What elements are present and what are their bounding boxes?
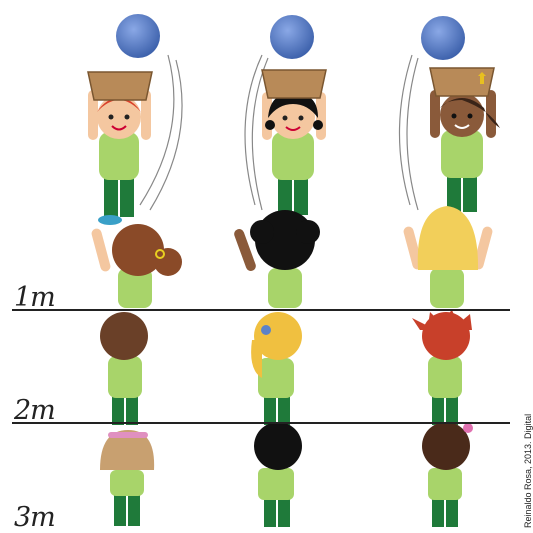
ball — [116, 14, 160, 58]
credit-text: Reinaldo Rosa, 2013. Digital — [523, 413, 533, 528]
child-back-standing — [412, 310, 472, 425]
child-back-catcher — [233, 210, 320, 308]
child-box-carrier — [430, 68, 500, 212]
child-back-standing — [422, 422, 473, 527]
child-box-carrier — [262, 70, 326, 215]
child-back-standing — [100, 312, 148, 425]
distance-label-3m: 3m — [14, 502, 55, 533]
distance-label-2m: 2m — [14, 395, 55, 426]
child-back-catcher — [402, 206, 493, 308]
child-back-standing — [254, 422, 302, 527]
distance-label-1m: 1m — [14, 282, 55, 313]
credit-container — [512, 388, 533, 528]
child-back-standing — [100, 430, 154, 526]
child-back-catcher — [90, 224, 182, 308]
child-back-standing — [251, 312, 302, 425]
ball — [421, 16, 465, 60]
ball — [270, 15, 314, 59]
